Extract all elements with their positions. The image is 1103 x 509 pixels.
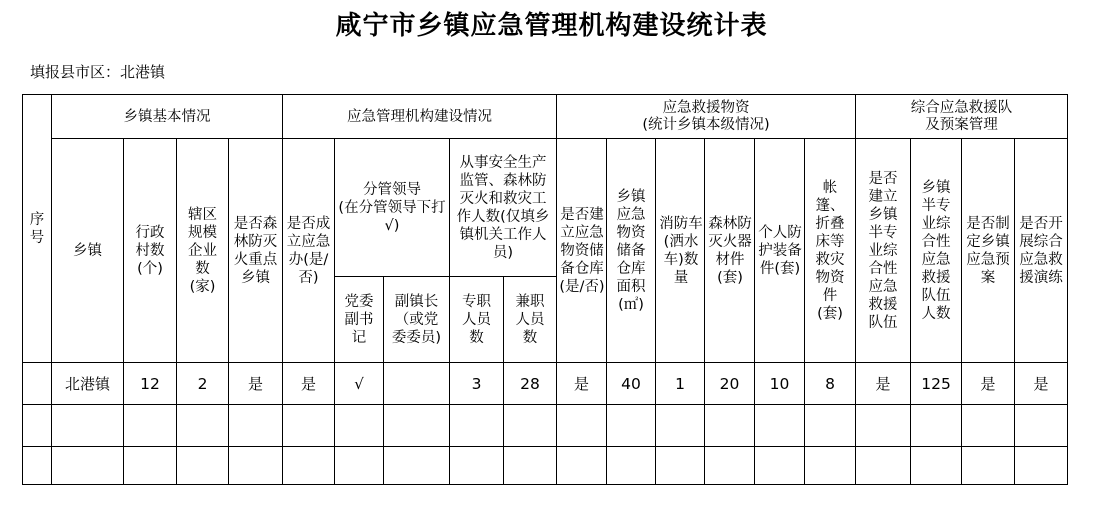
header-tents: 帐篷、折叠床等救灾物资件(套) xyxy=(805,139,856,363)
cell-forest-equipment xyxy=(705,405,755,447)
cell-personal-protection: 10 xyxy=(755,363,805,405)
cell-enterprises xyxy=(177,405,229,447)
cell-tents xyxy=(805,405,856,447)
cell-fire-trucks xyxy=(656,447,705,485)
header-drill: 是否开展综合应急救援演练 xyxy=(1015,139,1068,363)
cell-party-deputy: √ xyxy=(335,363,384,405)
cell-part-time: 28 xyxy=(504,363,557,405)
header-vice-mayor: 副镇长（或党委委员) xyxy=(384,277,450,363)
header-warehouse-area: 乡镇应急物资储备仓库面积(㎡) xyxy=(607,139,656,363)
cell-team-size xyxy=(911,447,962,485)
header-villages: 行政村数(个) xyxy=(124,139,177,363)
cell-party-deputy xyxy=(335,447,384,485)
cell-villages xyxy=(124,405,177,447)
cell-vice-mayor xyxy=(384,447,450,485)
cell-vice-mayor xyxy=(384,405,450,447)
cell-enterprises: 2 xyxy=(177,363,229,405)
header-group-supplies: 应急救援物资 (统计乡镇本级情况) xyxy=(557,95,856,139)
cell-full-time: 3 xyxy=(450,363,504,405)
cell-warehouse: 是 xyxy=(557,363,607,405)
header-seq: 序号 xyxy=(23,95,52,363)
header-office-established: 是否成立应急办(是/否) xyxy=(283,139,335,363)
page-title: 咸宁市乡镇应急管理机构建设统计表 xyxy=(335,11,768,41)
cell-warehouse-area xyxy=(607,447,656,485)
cell-warehouse xyxy=(557,447,607,485)
header-party-deputy: 党委副书记 xyxy=(335,277,384,363)
header-group-row xyxy=(23,95,1068,139)
cell-party-deputy xyxy=(335,405,384,447)
header-group-org: 应急管理机构建设情况 xyxy=(283,95,557,139)
cell-plan xyxy=(962,447,1015,485)
cell-tents xyxy=(805,447,856,485)
cell-drill xyxy=(1015,405,1068,447)
cell-part-time xyxy=(504,447,557,485)
cell-full-time xyxy=(450,405,504,447)
cell-seq xyxy=(23,405,52,447)
cell-team-size xyxy=(911,405,962,447)
header-sub-row xyxy=(23,139,1068,277)
cell-tents: 8 xyxy=(805,363,856,405)
cell-forest-equipment: 20 xyxy=(705,363,755,405)
statistics-table xyxy=(22,94,1068,485)
cell-township xyxy=(52,405,124,447)
header-plan: 是否制定乡镇应急预案 xyxy=(962,139,1015,363)
cell-plan: 是 xyxy=(962,363,1015,405)
cell-township: 北港镇 xyxy=(52,363,124,405)
cell-full-time xyxy=(450,447,504,485)
cell-enterprises xyxy=(177,447,229,485)
table-row xyxy=(23,405,1068,447)
header-leader-group: 分管领导 (在分管领导下打√) xyxy=(335,139,450,277)
cell-team-size: 125 xyxy=(911,363,962,405)
cell-villages: 12 xyxy=(124,363,177,405)
cell-personal-protection xyxy=(755,447,805,485)
header-enterprises: 辖区规模企业数(家) xyxy=(177,139,229,363)
cell-warehouse-area xyxy=(607,405,656,447)
cell-drill xyxy=(1015,447,1068,485)
header-forest-equipment: 森林防灭火器材件(套) xyxy=(705,139,755,363)
header-township: 乡镇 xyxy=(52,139,124,363)
cell-office-established xyxy=(283,405,335,447)
cell-semi-team xyxy=(856,447,911,485)
cell-fire-trucks: 1 xyxy=(656,363,705,405)
cell-township xyxy=(52,447,124,485)
table-row xyxy=(23,447,1068,485)
cell-forest-key: 是 xyxy=(229,363,283,405)
header-part-time: 兼职人员数 xyxy=(504,277,557,363)
header-team-size: 乡镇半专业综合性应急救援队伍人数 xyxy=(911,139,962,363)
header-semi-team: 是否建立乡镇半专业综合性应急救援队伍 xyxy=(856,139,911,363)
cell-fire-trucks xyxy=(656,405,705,447)
header-full-time: 专职人员数 xyxy=(450,277,504,363)
cell-plan xyxy=(962,405,1015,447)
cell-forest-key xyxy=(229,405,283,447)
cell-villages xyxy=(124,447,177,485)
header-forest-key: 是否森林防灭火重点乡镇 xyxy=(229,139,283,363)
cell-forest-equipment xyxy=(705,447,755,485)
cell-forest-key xyxy=(229,447,283,485)
reporting-county-label: 填报县市区：北港镇 xyxy=(30,63,166,81)
table-row xyxy=(23,363,1068,405)
cell-semi-team: 是 xyxy=(856,363,911,405)
header-fire-trucks: 消防车(洒水车)数量 xyxy=(656,139,705,363)
cell-warehouse-area: 40 xyxy=(607,363,656,405)
header-warehouse: 是否建立应急物资储备仓库(是/否) xyxy=(557,139,607,363)
cell-vice-mayor xyxy=(384,363,450,405)
cell-personal-protection xyxy=(755,405,805,447)
header-staff-group: 从事安全生产监管、森林防灭火和救灾工作人数(仅填乡镇机关工作人员) xyxy=(450,139,557,277)
header-group-team: 综合应急救援队 及预案管理 xyxy=(856,95,1068,139)
cell-office-established: 是 xyxy=(283,363,335,405)
cell-part-time xyxy=(504,405,557,447)
cell-seq xyxy=(23,363,52,405)
cell-drill: 是 xyxy=(1015,363,1068,405)
header-personal-protection: 个人防护装备件(套) xyxy=(755,139,805,363)
cell-semi-team xyxy=(856,405,911,447)
cell-seq xyxy=(23,447,52,485)
cell-warehouse xyxy=(557,405,607,447)
header-group-basic: 乡镇基本情况 xyxy=(52,95,283,139)
cell-office-established xyxy=(283,447,335,485)
